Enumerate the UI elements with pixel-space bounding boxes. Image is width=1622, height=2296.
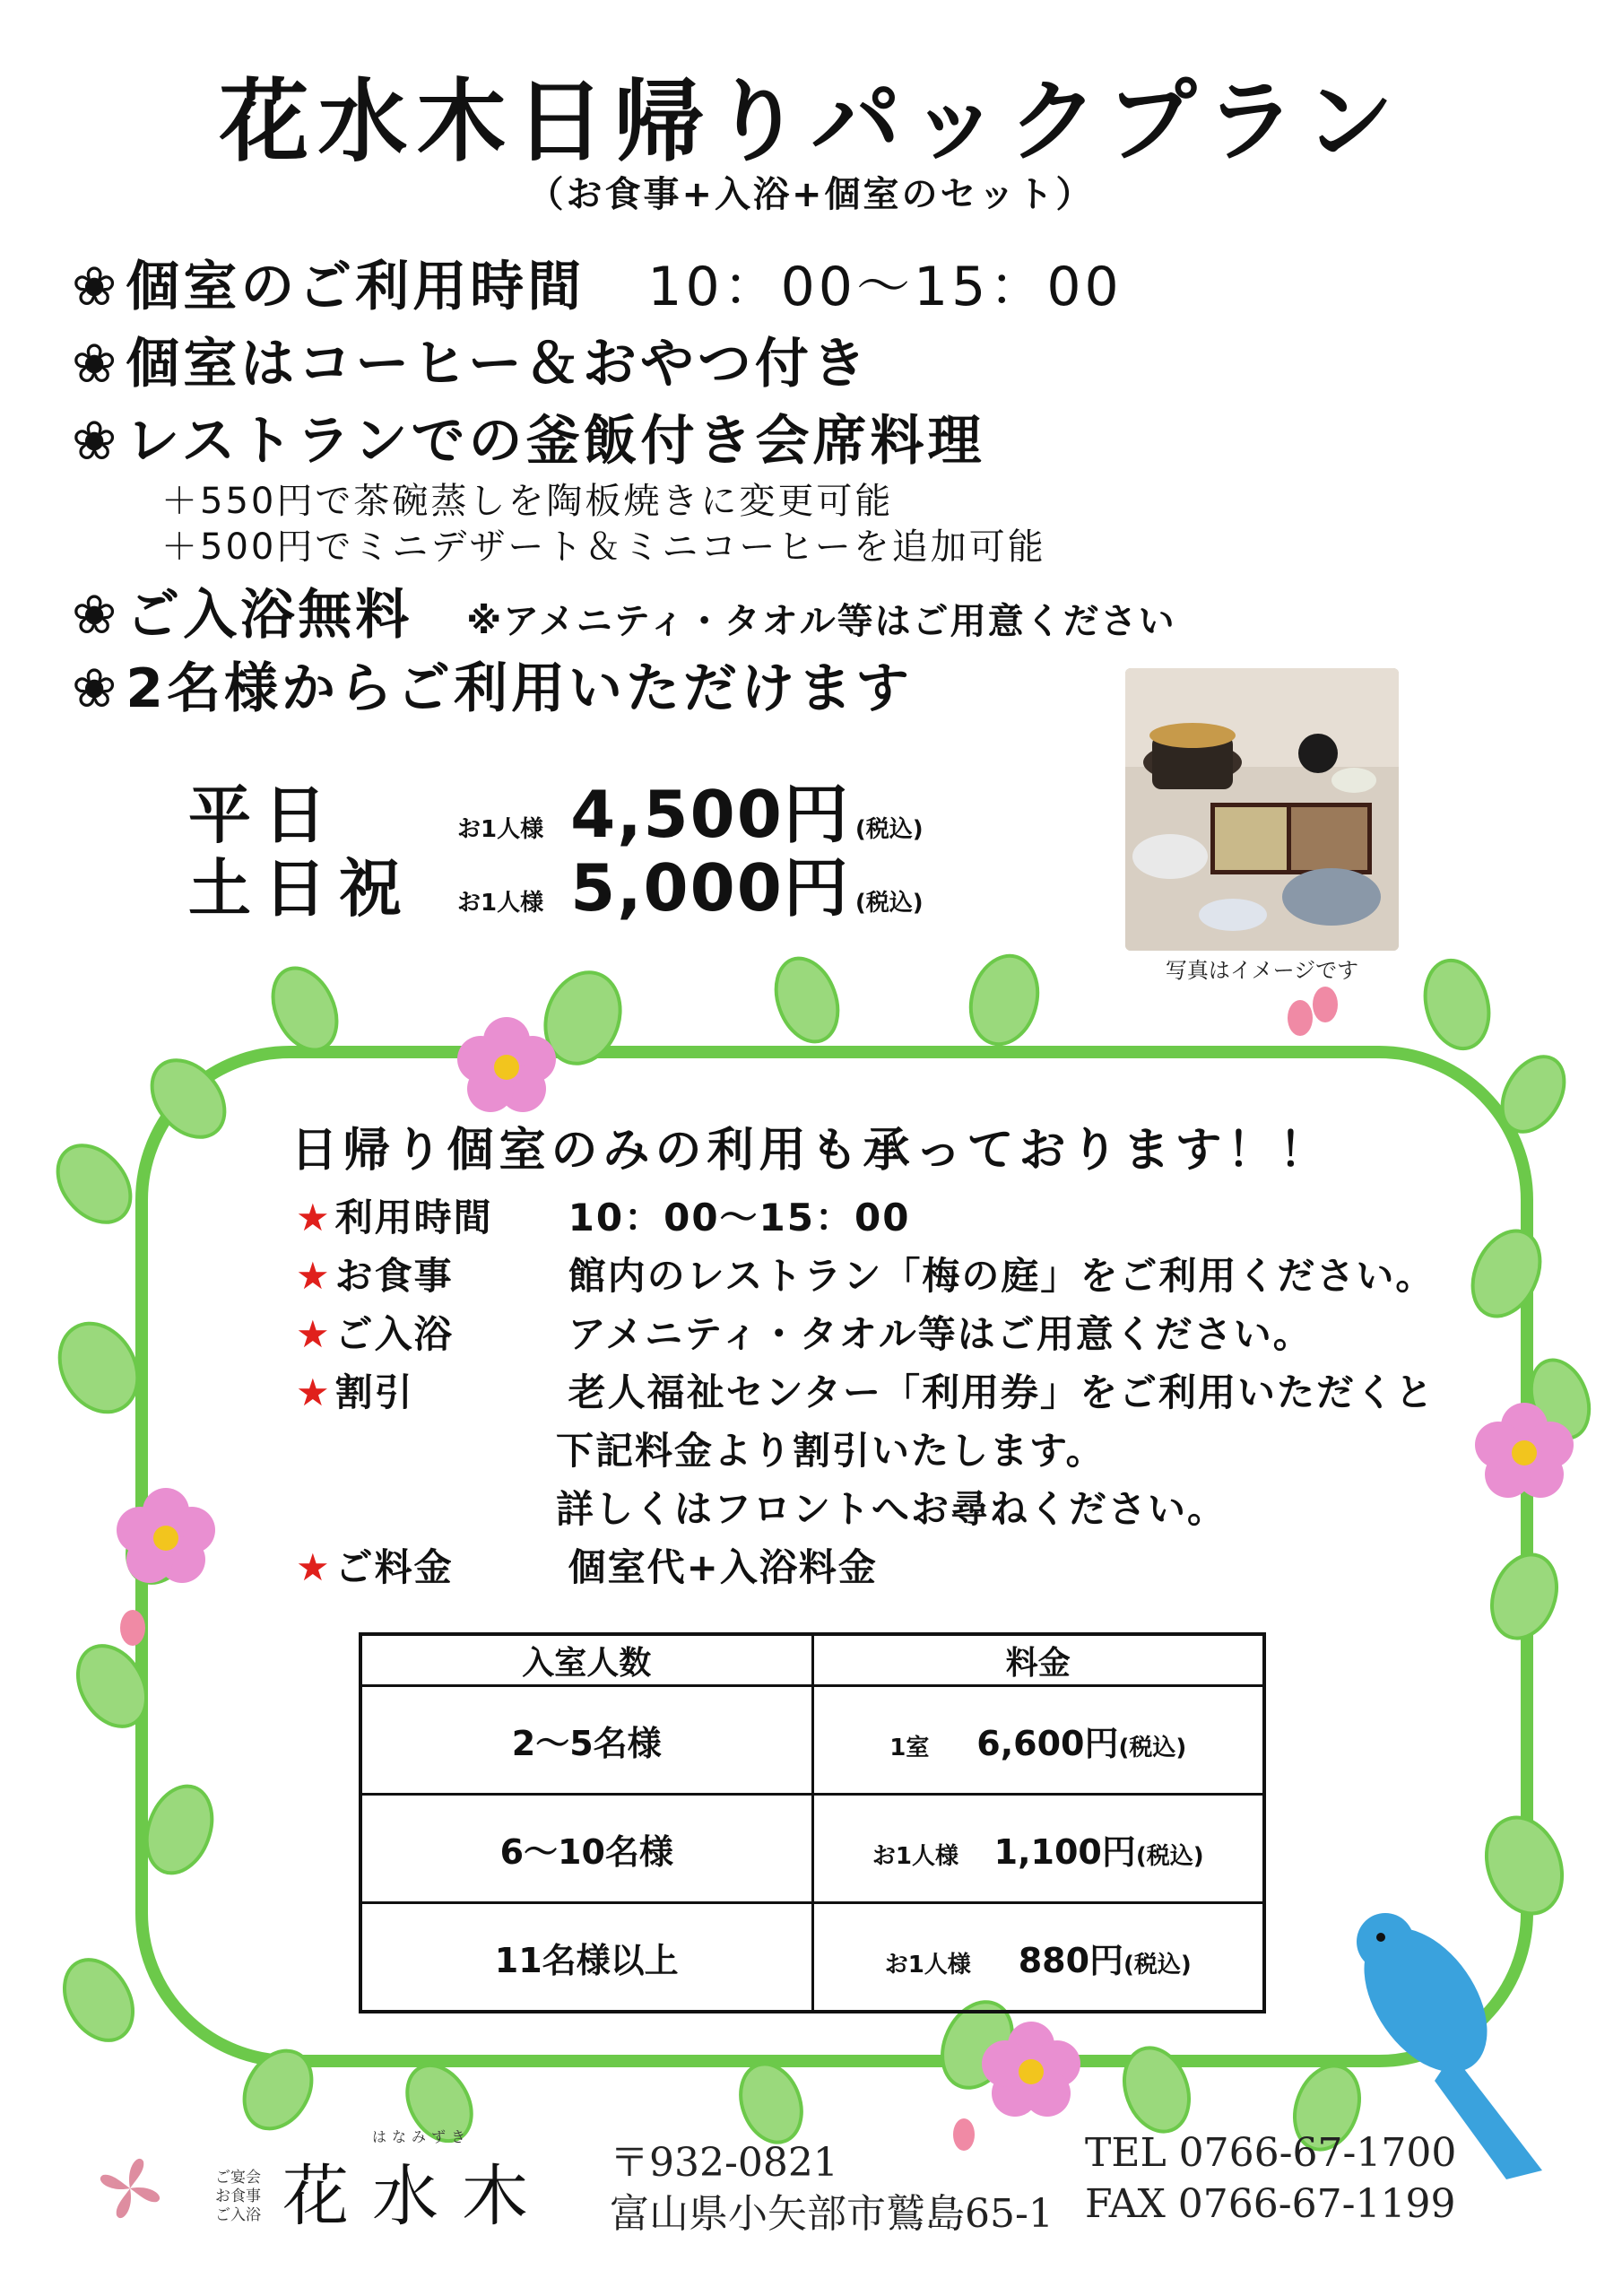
discount-line-3: 詳しくはフロントへお尋ねください。 (556, 1487, 1227, 1531)
discount-line-2: 下記料金より割引いたします。 (556, 1429, 1106, 1473)
table-row: 6～10名様 お1人様 1,100円(税込) (360, 1795, 1264, 1903)
room-row-discount: ★割引 老人福祉センター「利用券」をご利用いただくと (296, 1370, 1435, 1414)
star-icon: ★ (296, 1370, 332, 1414)
feature-bath: ❀ ご入浴無料 ※アメニティ・タオル等はご用意ください (72, 584, 1176, 647)
flower-bullet-icon: ❀ (72, 256, 121, 318)
room-row-bath: ★ご入浴 アメニティ・タオル等はご用意ください。 (296, 1312, 1313, 1356)
meal-option-2: ＋500円でミニデザート＆ミニコーヒーを追加可能 (161, 526, 1046, 568)
star-icon: ★ (296, 1312, 332, 1356)
feature-room-hours: ❀ 個室のご利用時間 10：00～15：00 (72, 256, 1123, 318)
table-header-row (360, 1634, 1264, 1686)
postal-code: 〒932-0821 (610, 2140, 838, 2186)
table-row: 2～5名様 1室 6,600円(税込) (360, 1686, 1264, 1795)
feature-coffee: ❀ 個室はコーヒー＆おやつ付き (72, 333, 870, 396)
price-weekend: 土日祝 お1人様 5,000円 (税込) (188, 850, 924, 926)
price-weekday: 平日 お1人様 4,500円 (税込) (188, 777, 924, 852)
address: 富山県小矢部市鷲島65-1 (610, 2191, 1054, 2237)
tel-number: TEL 0766-67-1700 (1085, 2130, 1457, 2176)
header-people: 入室人数 (360, 1634, 812, 1686)
star-icon: ★ (296, 1254, 332, 1298)
room-only-title: 日帰り個室のみの利用も承っております！！ (291, 1124, 1331, 1178)
pinwheel-logo-icon (90, 2144, 170, 2233)
logo-ruby: はなみずき (372, 2128, 472, 2145)
flower-bullet-icon: ❀ (72, 333, 121, 396)
feature-min-people: ❀ 2名様からご利用いただけます (72, 657, 914, 720)
room-row-hours: ★利用時間 10：00～15：00 (296, 1196, 911, 1239)
room-row-meal: ★お食事 館内のレストラン「梅の庭」をご利用ください。 (296, 1254, 1436, 1298)
fax-number: FAX 0766-67-1199 (1085, 2181, 1456, 2227)
rate-table (359, 1632, 1266, 2013)
room-row-fee: ★ご料金 個室代+入浴料金 (296, 1545, 878, 1589)
logo-name: 花水木 (282, 2158, 551, 2235)
flower-bullet-icon: ❀ (72, 410, 121, 473)
flower-bullet-icon: ❀ (72, 584, 121, 647)
flower-bullet-icon: ❀ (72, 657, 121, 720)
meal-option-1: ＋550円で茶碗蒸しを陶板焼きに変更可能 (161, 481, 894, 522)
room-hours-time: 10：00～15：00 (647, 256, 1123, 318)
star-icon: ★ (296, 1196, 332, 1239)
page-title: 花水木日帰りパックプラン (219, 69, 1403, 174)
photo-caption: 写真はイメージです (1165, 958, 1359, 983)
header-fee: 料金 (812, 1634, 1264, 1686)
star-icon: ★ (296, 1545, 332, 1589)
page-subtitle: （お食事+入浴+個室のセット） (527, 174, 1095, 215)
feature-meal: ❀ レストランでの釜飯付き会席料理 (72, 410, 985, 473)
bath-note: ※アメニティ・タオル等はご用意ください (466, 601, 1176, 642)
logo-services: ご宴会 お食事 ご入浴 (215, 2169, 261, 2224)
table-row: 11名様以上 お1人様 880円(税込) (360, 1903, 1264, 2013)
